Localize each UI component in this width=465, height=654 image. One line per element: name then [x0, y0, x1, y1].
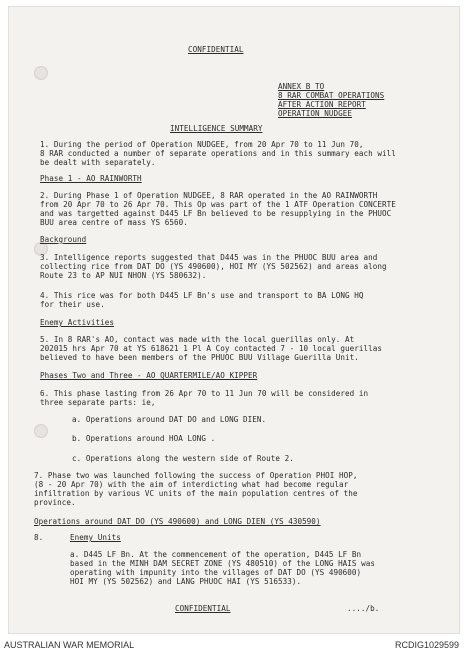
- para-3-line-1: 3. Intelligence reports suggested that D445 was in the PHUOC BUU area and: [40, 253, 378, 262]
- para-5-line-2: 202015 hrs Apr 70 at YS 618621 1 Pl A Coy contacted 7 - 10 local guerillas: [40, 344, 383, 353]
- archive-reference: RCDIG1029599: [394, 640, 459, 650]
- para-1-line-2: 8 RAR conducted a number of separate operations and in this summary each will: [40, 149, 396, 158]
- para-5-line-1: 5. In 8 RAR's AO, contact was made with the local guerillas only. At: [40, 335, 355, 344]
- para-5-line-3: believed to have been members of the PHUOC BUU Village Guerilla Unit.: [40, 353, 359, 362]
- para-6-line-1: 6. This phase lasting from 26 Apr 70 to 11 Jun 70 will be considered in: [40, 389, 369, 398]
- para-4-line-1: 4. This rice was for both D445 LF Bn's use and transport to BA LONG HQ: [40, 291, 364, 300]
- operations-heading: Operations around DAT DO (YS 490600) and LONG DIEN (YS 430590): [34, 517, 321, 526]
- para-2-line-4: BUU area centre of mass YS 6560.: [40, 218, 188, 227]
- archive-footer: [0, 636, 465, 654]
- para-2-line-3: and was targetted against D445 LF Bn believed to be resupplying in the PHUOC: [40, 209, 392, 218]
- para-8-line-2: based in the MINH DAM SECRET ZONE (YS 480510) of the LONG HAIS was: [70, 559, 376, 568]
- para-4-line-2: for their use.: [40, 300, 105, 309]
- para-6-line-2: three separate parts: ie,: [40, 398, 156, 407]
- para-7-line-1: 7. Phase two was launched following the success of Operation PHOI HOP,: [34, 471, 358, 480]
- continuation-marker: ..../b.: [347, 604, 380, 613]
- para-8-line-3: operating with impunity into the villages of DAT DO (YS 490600): [70, 568, 362, 577]
- annex-line-4: OPERATION NUDGEE: [278, 109, 352, 118]
- para-6-item-b: b. Operations around HOA LONG .: [72, 434, 216, 443]
- phase-1-heading: Phase 1 - AO RAINWORTH: [40, 174, 142, 183]
- para-1-line-3: be dealt with separately.: [40, 158, 156, 167]
- classification-footer: CONFIDENTIAL: [175, 604, 231, 613]
- para-2-line-1: 2. During Phase 1 of Operation NUDGEE, 8 RAR operated in the AO RAINWORTH: [40, 191, 378, 200]
- enemy-units-heading: Enemy Units: [70, 533, 121, 542]
- punch-hole-bottom: [34, 424, 48, 438]
- para-8-number: 8.: [34, 533, 44, 542]
- punch-hole-top: [34, 66, 48, 80]
- annex-line-3: AFTER ACTION REPORT: [278, 100, 366, 109]
- para-1-line-1: 1. During the period of Operation NUDGEE, from 20 Apr 70 to 11 Jun 70,: [40, 140, 364, 149]
- para-3-line-3: Route 23 to AP NUI NHON (YS 580632).: [40, 271, 207, 280]
- background-heading: Background: [40, 235, 87, 244]
- classification-header: CONFIDENTIAL: [188, 45, 244, 54]
- para-8-line-4: HOI MY (YS 502562) and LANG PHUOC HAI (YS 516533).: [70, 577, 302, 586]
- document-title: INTELLIGENCE SUMMARY: [170, 124, 263, 133]
- archive-name: AUSTRALIAN WAR MEMORIAL: [4, 640, 135, 650]
- enemy-activities-heading: Enemy Activities: [40, 318, 114, 327]
- phases-heading: Phases Two and Three - AO QUARTERMILE/AO KIPPER: [40, 371, 258, 380]
- para-6-item-a: a. Operations around DAT DO and LONG DIEN.: [72, 415, 267, 424]
- para-7-line-2: (8 - 20 Apr 70) with the aim of interdicting what had become regular: [34, 480, 349, 489]
- para-6-item-c: c. Operations along the western side of Route 2.: [72, 454, 294, 463]
- para-3-line-2: collecting rice from DAT DO (YS 490600), HOI MY (YS 502562) and areas along: [40, 262, 387, 271]
- para-7-line-3: infiltration by various VC units of the main population centres of the: [34, 489, 358, 498]
- annex-line-1: ANNEX B TO: [278, 82, 325, 91]
- para-2-line-2: from 20 Apr 70 to 26 Apr 70. This Op was part of the 1 ATF Operation CONCERTE: [40, 200, 396, 209]
- para-7-line-4: province.: [34, 498, 76, 507]
- para-8-line-1: a. D445 LF Bn. At the commencement of the operation, D445 LF Bn: [70, 550, 362, 559]
- annex-line-2: 8 RAR COMBAT OPERATIONS: [278, 91, 385, 100]
